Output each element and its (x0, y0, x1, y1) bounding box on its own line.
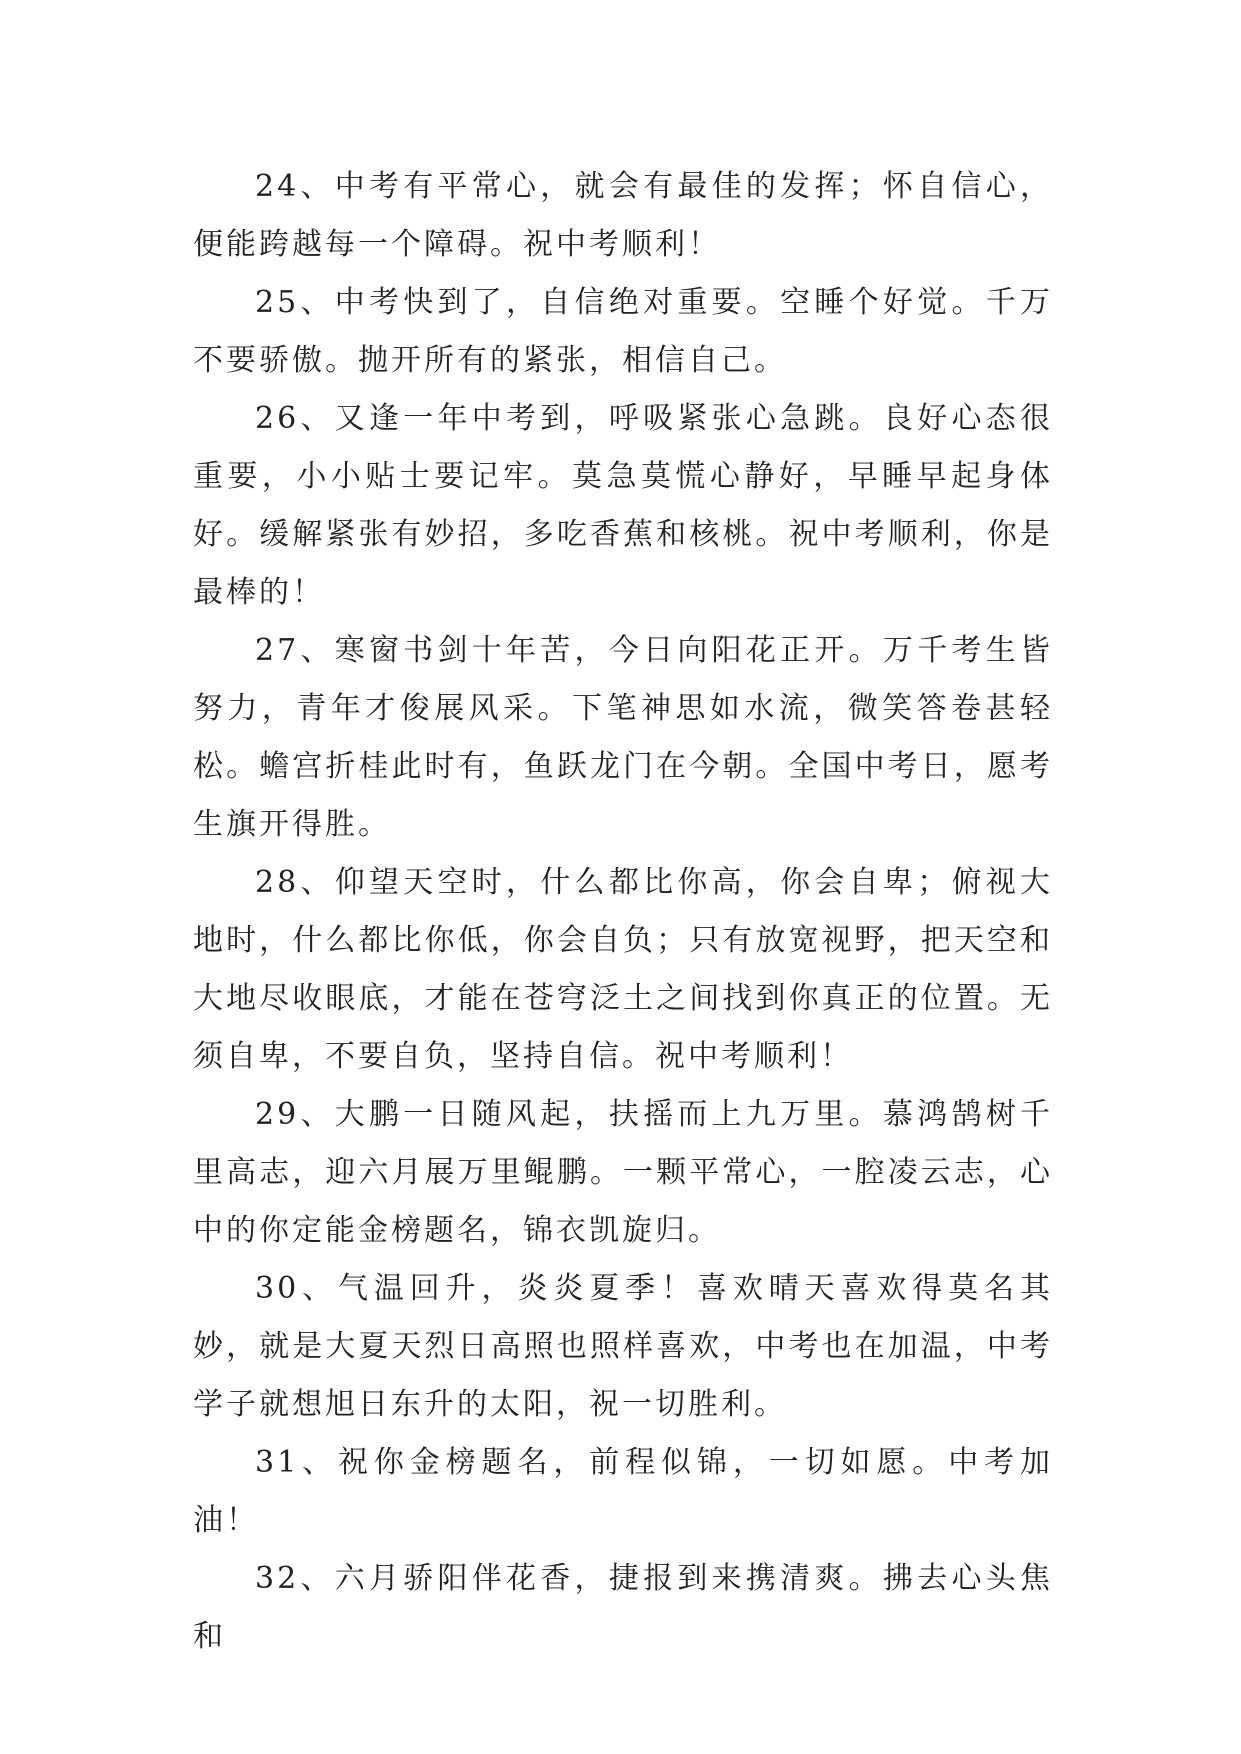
paragraph-24: 24、中考有平常心，就会有最佳的发挥；怀自信心，便能跨越每一个障碍。祝中考顺利！ (193, 169, 1053, 262)
paragraph-25: 25、中考快到了，自信绝对重要。空睡个好觉。千万不要骄傲。抛开所有的紧张，相信自己。 (193, 285, 1053, 378)
paragraph-30: 30、气温回升，炎炎夏季！喜欢晴天喜欢得莫名其妙，就是大夏天烈日高照也照样喜欢，中考也在加温，中考学子就想旭日东升的太阳，祝一切胜利。 (193, 1271, 1053, 1422)
paragraph-28: 28、仰望天空时，什么都比你高，你会自卑；俯视大地时，什么都比你低，你会自负；只有放宽视野，把天空和大地尽收眼底，才能在苍穹泛土之间找到你真正的位置。无须自卑，不要自负，坚持自信。祝中考顺利！ (193, 865, 1053, 1074)
paragraph-29: 29、大鹏一日随风起，扶摇而上九万里。慕鸿鹄树千里高志，迎六月展万里鲲鹏。一颗平常心，一腔凌云志，心中的你定能金榜题名，锦衣凯旋归。 (193, 1097, 1053, 1248)
paragraph-27: 27、寒窗书剑十年苦，今日向阳花正开。万千考生皆努力，青年才俊展风采。下笔神思如水流，微笑答卷甚轻松。蟾宫折桂此时有，鱼跃龙门在今朝。全国中考日，愿考生旗开得胜。 (193, 633, 1053, 842)
document-body (193, 158, 1053, 1666)
paragraph-26: 26、又逢一年中考到，呼吸紧张心急跳。良好心态很重要，小小贴士要记牢。莫急莫慌心静好，早睡早起身体好。缓解紧张有妙招，多吃香蕉和核桃。祝中考顺利，你是最棒的！ (193, 401, 1053, 610)
paragraph-31: 31、祝你金榜题名，前程似锦，一切如愿。中考加油！ (193, 1445, 1053, 1538)
paragraph-32: 32、六月骄阳伴花香，捷报到来携清爽。拂去心头焦和 (193, 1561, 1053, 1654)
